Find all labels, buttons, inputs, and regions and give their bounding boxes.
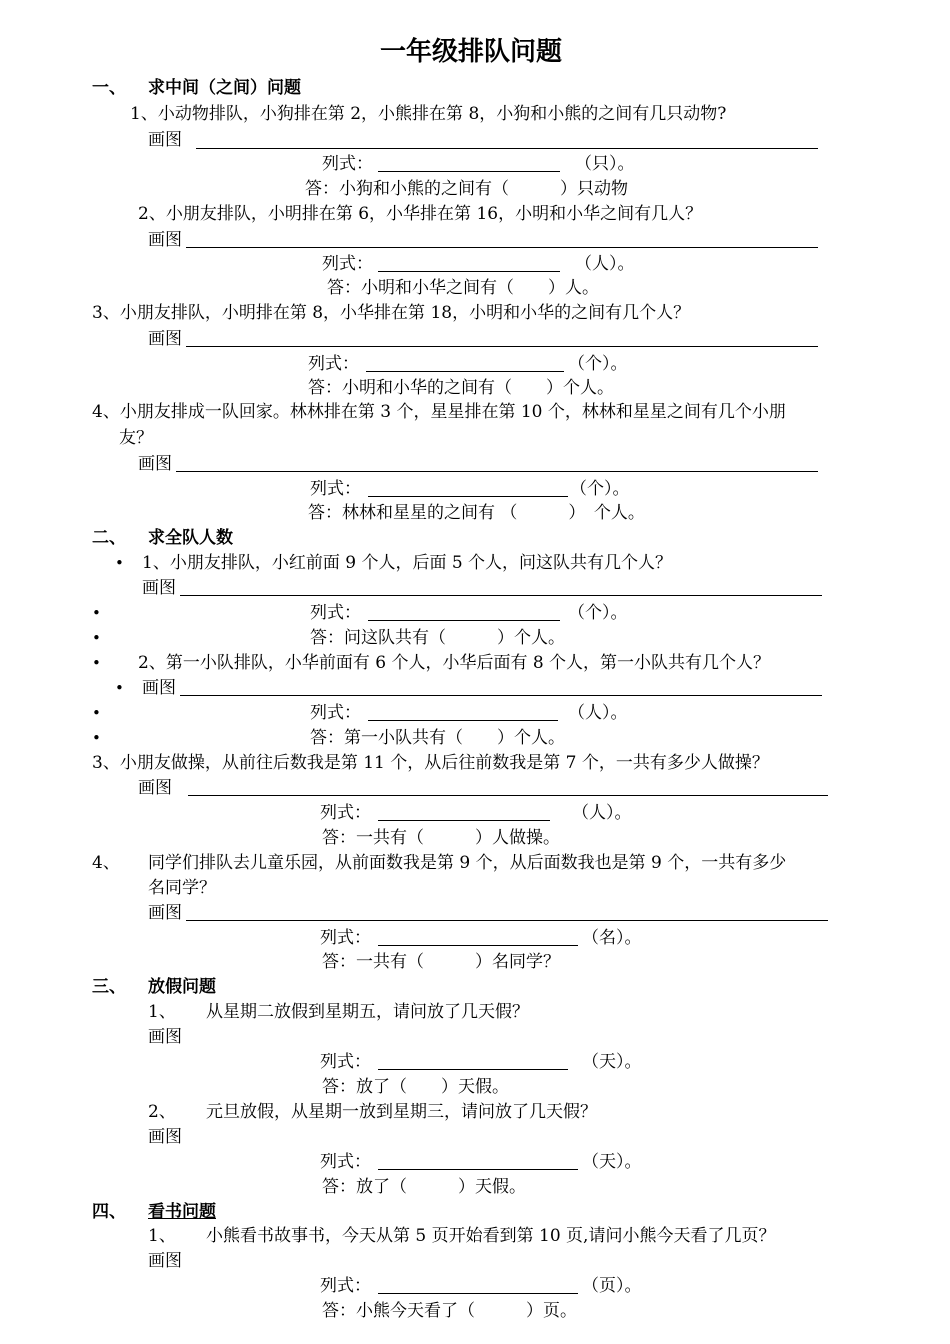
s1-q4-formula-label: 列式： [310,479,361,499]
s2-q1-formula-line[interactable] [368,620,560,621]
s1-q4-draw-label: 画图 [138,454,172,474]
s2-q4-question-line1: 同学们排队去儿童乐园，从前面数我是第 9 个，从后面数我也是第 9 个，一共有多少 [148,853,787,873]
s2-q2-draw-label: 画图 [142,678,176,698]
bullet: • [115,554,124,572]
s3-q1-draw-label: 画图 [148,1027,182,1047]
s1-q1-draw-label: 画图 [148,130,182,150]
s3-q1-question: 从星期二放假到星期五，请问放了几天假？ [206,1002,529,1022]
s1-q1-formula-label: 列式： [322,154,373,174]
s4-q1-answer: 答：小熊今天看了（ ）页。 [322,1301,577,1321]
s3-q1-formula-line[interactable] [378,1069,568,1070]
s4-q1-formula-line[interactable] [378,1293,578,1294]
s2-q1-answer: 答：问这队共有（ ）个人。 [310,628,565,648]
s1-q1-answer: 答：小狗和小熊的之间有（ ）只动物 [305,179,628,199]
section-4-number: 四、 [92,1202,126,1222]
bullet: • [92,604,101,622]
s1-q4-draw-line[interactable] [176,471,818,472]
s1-q2-formula-line[interactable] [378,271,560,272]
s4-q1-formula-label: 列式： [320,1276,371,1296]
s2-q2-draw-line[interactable] [180,695,822,696]
s2-q3-unit: （人）。 [572,803,632,823]
s1-q1-question: 1、小动物排队，小狗排在第 2，小熊排在第 8，小狗和小熊的之间有几只动物? [130,104,727,124]
s2-q4-draw-line[interactable] [186,920,828,921]
s2-q4-answer: 答：一共有（ ）名同学？ [322,952,560,972]
bullet: • [92,704,101,722]
s2-q4-formula-label: 列式： [320,928,371,948]
s2-q1-draw-label: 画图 [142,578,176,598]
section-3-heading: 放假问题 [148,977,216,997]
s1-q1-unit: （只）。 [575,154,635,174]
s1-q2-draw-label: 画图 [148,230,182,250]
s2-q3-question: 3、小朋友做操，从前往后数我是第 11 个，从后往前数我是第 7 个，一共有多少人做操？ [92,753,769,773]
s1-q1-draw-line[interactable] [196,148,818,149]
s2-q4-formula-line[interactable] [378,945,578,946]
s1-q2-unit: （人）。 [575,254,635,274]
s2-q2-unit: （人）。 [568,703,628,723]
s4-q1-number: 1、 [148,1226,176,1246]
s1-q3-draw-label: 画图 [148,329,182,349]
s1-q3-formula-line[interactable] [366,371,564,372]
s2-q1-formula-label: 列式： [310,603,361,623]
s4-q1-draw-label: 画图 [148,1251,182,1271]
s1-q4-unit: （个）。 [570,479,630,499]
s3-q2-unit: （天）。 [582,1152,642,1172]
s1-q4-answer: 答：林林和星星的之间有 （ ） 个人。 [308,503,645,523]
s3-q2-number: 2、 [148,1102,176,1122]
s2-q1-unit: （个）。 [568,603,628,623]
s1-q3-unit: （个）。 [568,354,628,374]
s3-q1-unit: （天）。 [582,1052,642,1072]
section-1-heading: 求中间（之间）问题 [148,78,301,98]
s3-q2-formula-label: 列式： [320,1152,371,1172]
s1-q4-formula-line[interactable] [368,496,568,497]
s4-q1-unit: （页）。 [582,1276,642,1296]
s2-q3-draw-label: 画图 [138,778,172,798]
s1-q2-formula-label: 列式： [322,254,373,274]
section-2-number: 二、 [92,528,126,548]
s2-q3-formula-line[interactable] [378,820,550,821]
s1-q2-question: 2、小朋友排队，小明排在第 6，小华排在第 16，小明和小华之间有几人？ [138,204,703,224]
s2-q4-draw-label: 画图 [148,903,182,923]
s2-q3-draw-line[interactable] [188,795,828,796]
s1-q3-question: 3、小朋友排队，小明排在第 8，小华排在第 18，小明和小华的之间有几个人？ [92,303,691,323]
s2-q2-formula-line[interactable] [368,720,558,721]
s2-q1-question: 1、小朋友排队，小红前面 9 个人，后面 5 个人，问这队共有几个人？ [142,553,673,573]
s2-q4-number: 4、 [92,853,120,873]
s1-q2-draw-line[interactable] [186,247,818,248]
s2-q2-question: 2、第一小队排队，小华前面有 6 个人，小华后面有 8 个人，第一小队共有几个人？ [138,653,771,673]
s1-q4-question-line2: 友？ [119,428,153,448]
s2-q3-answer: 答：一共有（ ）人做操。 [322,828,560,848]
bullet: • [92,654,101,672]
s1-q3-draw-line[interactable] [186,346,818,347]
s2-q2-formula-label: 列式： [310,703,361,723]
s1-q1-formula-line[interactable] [378,171,560,172]
page-title: 一年级排队问题 [380,37,563,67]
section-2-heading: 求全队人数 [148,528,233,548]
bullet: • [92,729,101,747]
s1-q4-question-line1: 4、小朋友排成一队回家。林林排在第 3 个，星星排在第 10 个，林林和星星之间有几个小朋 [92,402,786,422]
s3-q1-formula-label: 列式： [320,1052,371,1072]
s2-q1-draw-line[interactable] [180,595,822,596]
bullet: • [92,629,101,647]
s3-q1-answer: 答：放了（ ）天假。 [322,1077,509,1097]
s1-q2-answer: 答：小明和小华之间有（ ）人。 [327,278,599,298]
s2-q2-answer: 答：第一小队共有（ ）个人。 [310,728,565,748]
bullet: • [115,679,124,697]
s3-q2-answer: 答：放了（ ）天假。 [322,1177,526,1197]
section-3-number: 三、 [92,977,126,997]
s1-q3-formula-label: 列式： [308,354,359,374]
s2-q3-formula-label: 列式： [320,803,371,823]
section-4-heading: 看书问题 [148,1202,216,1222]
section-1-number: 一、 [92,78,126,98]
s3-q2-draw-label: 画图 [148,1127,182,1147]
s3-q1-number: 1、 [148,1002,176,1022]
s4-q1-question: 小熊看书故事书，今天从第 5 页开始看到第 10 页,请问小熊今天看了几页？ [206,1226,776,1246]
s2-q4-question-line2: 名同学？ [148,878,216,898]
s3-q2-question: 元旦放假，从星期一放到星期三，请问放了几天假？ [206,1102,597,1122]
s3-q2-formula-line[interactable] [378,1169,578,1170]
s1-q3-answer: 答：小明和小华的之间有（ ）个人。 [308,378,614,398]
s2-q4-unit: （名）。 [582,928,642,948]
